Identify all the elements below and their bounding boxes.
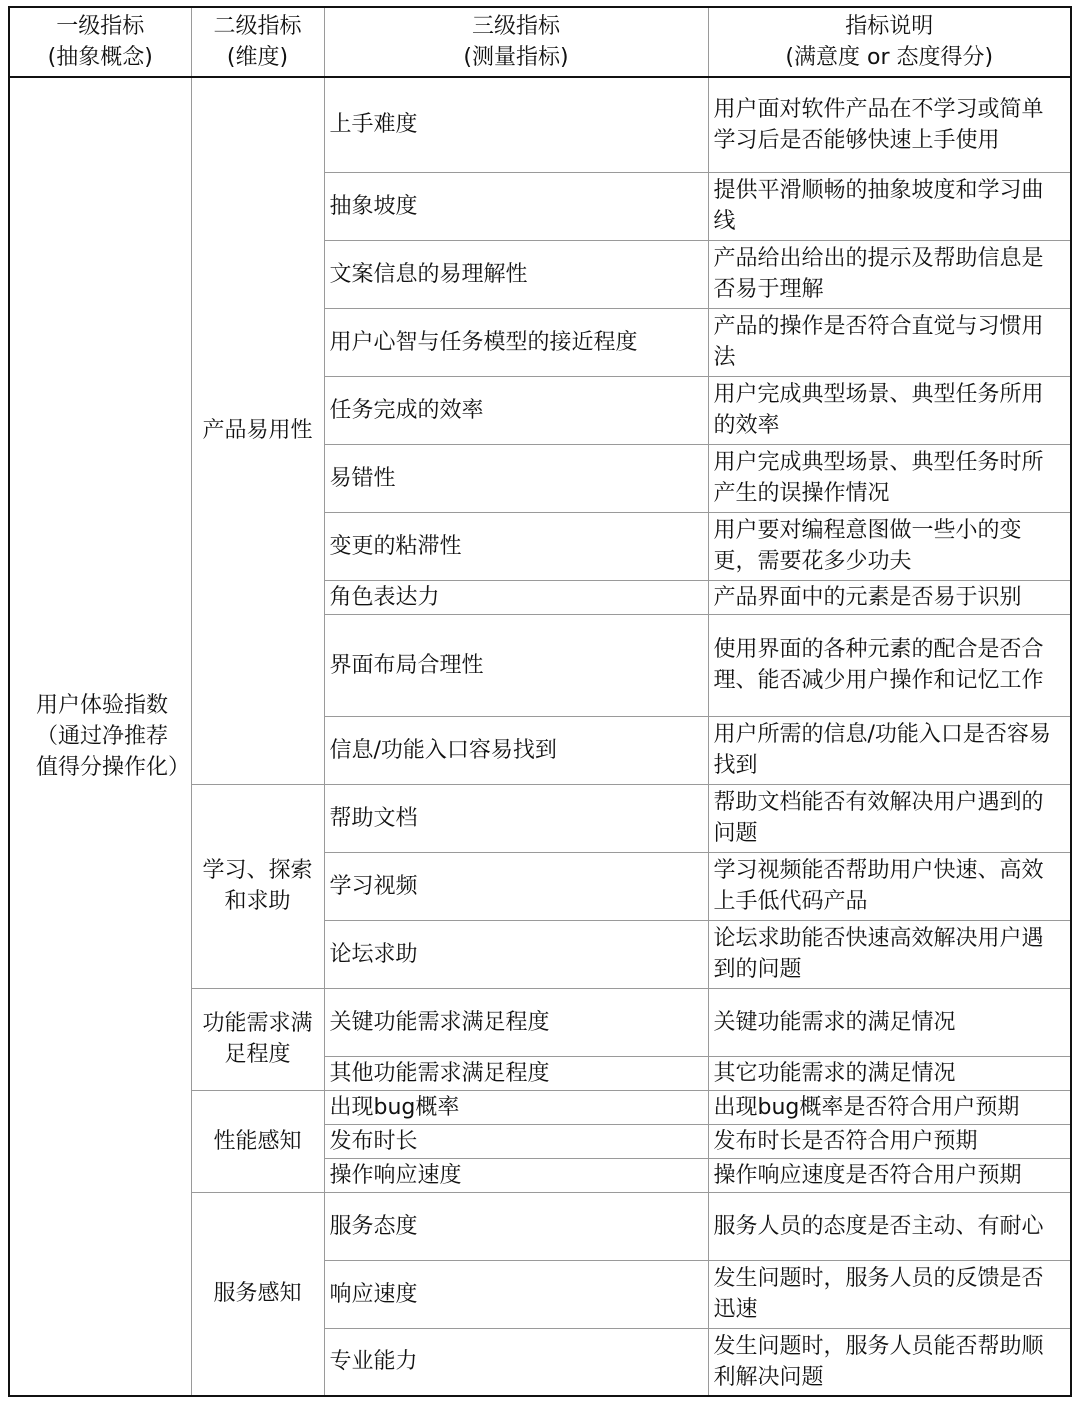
description-cell: 帮助文档能否有效解决用户遇到的问题 <box>708 784 1071 852</box>
description-cell: 产品界面中的元素是否易于识别 <box>708 580 1071 614</box>
description-cell: 出现bug概率是否符合用户预期 <box>708 1090 1071 1124</box>
header-row <box>9 7 1071 77</box>
metric-cell: 文案信息的易理解性 <box>324 240 708 308</box>
header-level3: 三级指标 (测量指标) <box>324 7 708 77</box>
description-cell: 产品的操作是否符合直觉与习惯用法 <box>708 308 1071 376</box>
metric-cell: 用户心智与任务模型的接近程度 <box>324 308 708 376</box>
description-cell: 产品给出给出的提示及帮助信息是否易于理解 <box>708 240 1071 308</box>
description-cell: 操作响应速度是否符合用户预期 <box>708 1158 1071 1192</box>
description-cell: 论坛求助能否快速高效解决用户遇到的问题 <box>708 920 1071 988</box>
metric-cell: 出现bug概率 <box>324 1090 708 1124</box>
metrics-table-wrapper <box>8 6 1072 1397</box>
description-cell: 使用界面的各种元素的配合是否合理、能否减少用户操作和记忆工作 <box>708 614 1071 716</box>
level2-cell: 性能感知 <box>191 1090 324 1192</box>
metric-cell: 其他功能需求满足程度 <box>324 1056 708 1090</box>
level1-cell: 用户体验指数（通过净推荐值得分操作化） <box>9 77 191 1396</box>
description-cell: 其它功能需求的满足情况 <box>708 1056 1071 1090</box>
table-row <box>9 77 1071 172</box>
description-cell: 用户所需的信息/功能入口是否容易找到 <box>708 716 1071 784</box>
level2-cell: 服务感知 <box>191 1192 324 1396</box>
metric-cell: 学习视频 <box>324 852 708 920</box>
metric-cell: 易错性 <box>324 444 708 512</box>
description-cell: 用户要对编程意图做一些小的变更，需要花多少功夫 <box>708 512 1071 580</box>
description-cell: 学习视频能否帮助用户快速、高效上手低代码产品 <box>708 852 1071 920</box>
metric-cell: 发布时长 <box>324 1124 708 1158</box>
metric-cell: 关键功能需求满足程度 <box>324 988 708 1056</box>
description-cell: 提供平滑顺畅的抽象坡度和学习曲线 <box>708 172 1071 240</box>
header-description: 指标说明 (满意度 or 态度得分) <box>708 7 1071 77</box>
metric-cell: 抽象坡度 <box>324 172 708 240</box>
metric-cell: 角色表达力 <box>324 580 708 614</box>
metric-cell: 论坛求助 <box>324 920 708 988</box>
description-cell: 发布时长是否符合用户预期 <box>708 1124 1071 1158</box>
description-cell: 用户完成典型场景、典型任务所用的效率 <box>708 376 1071 444</box>
metrics-table <box>8 6 1072 1397</box>
metric-cell: 操作响应速度 <box>324 1158 708 1192</box>
header-level1: 一级指标 (抽象概念) <box>9 7 191 77</box>
description-cell: 服务人员的态度是否主动、有耐心 <box>708 1192 1071 1260</box>
level2-cell: 学习、探索和求助 <box>191 784 324 988</box>
level2-cell: 产品易用性 <box>191 77 324 784</box>
description-cell: 发生问题时，服务人员的反馈是否迅速 <box>708 1260 1071 1328</box>
metric-cell: 上手难度 <box>324 77 708 172</box>
metric-cell: 帮助文档 <box>324 784 708 852</box>
description-cell: 用户完成典型场景、典型任务时所产生的误操作情况 <box>708 444 1071 512</box>
level2-cell: 功能需求满足程度 <box>191 988 324 1090</box>
description-cell: 发生问题时，服务人员能否帮助顺利解决问题 <box>708 1328 1071 1396</box>
metric-cell: 信息/功能入口容易找到 <box>324 716 708 784</box>
metric-cell: 变更的粘滞性 <box>324 512 708 580</box>
metric-cell: 服务态度 <box>324 1192 708 1260</box>
description-cell: 关键功能需求的满足情况 <box>708 988 1071 1056</box>
metric-cell: 界面布局合理性 <box>324 614 708 716</box>
metric-cell: 响应速度 <box>324 1260 708 1328</box>
description-cell: 用户面对软件产品在不学习或简单学习后是否能够快速上手使用 <box>708 77 1071 172</box>
header-level2: 二级指标 (维度) <box>191 7 324 77</box>
metric-cell: 任务完成的效率 <box>324 376 708 444</box>
metric-cell: 专业能力 <box>324 1328 708 1396</box>
